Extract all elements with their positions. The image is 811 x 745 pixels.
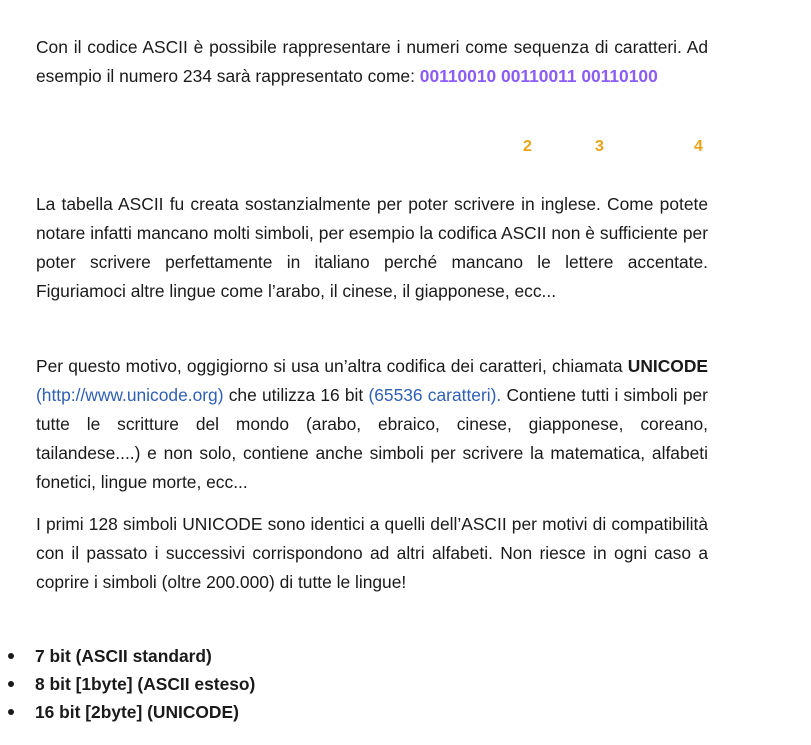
list-item-label: 8 bit [1byte] (ASCII esteso) — [35, 674, 256, 694]
digit-label: 4 — [694, 138, 703, 155]
unicode-url: (http://www.unicode.org) — [36, 385, 224, 405]
intro-line-2: caratteri. Ad esempio il numero 234 sarà rappresentato come: — [36, 37, 708, 86]
compatibility-paragraph: I primi 128 simboli UNICODE sono identici a quelli dell’ASCII per motivi di compatibilità con il passato i successivi corrispondono ad altri alfabeti. Non riesce in ogni caso a coprire i simboli (oltre 200.000) di tutte le lingue! — [36, 514, 708, 592]
digit-labels — [0, 138, 811, 162]
list-item-label: 16 bit [2byte] (UNICODE) — [35, 702, 239, 722]
bullet-dot-icon — [8, 709, 14, 715]
ascii-limits-paragraph: La tabella ASCII fu creata sostanzialmente per poter scrivere in inglese. Come potete notare infatti mancano molti simboli, per esempio la codifica ASCII non è sufficiente per poter scrivere perfettamente in italiano perché mancano le lettere accentate. Figuriamoci altre lingue come l’arabo, il cinese, il giapponese, ecc... — [36, 194, 708, 301]
digit-label: 2 — [523, 138, 532, 155]
ascii-code-rest: 00110011 00110100 — [501, 66, 658, 86]
bullet-dot-icon — [8, 681, 14, 687]
unicode-middle-text: che utilizza 16 bit — [228, 385, 364, 405]
bullet-dot-icon — [8, 653, 14, 659]
unicode-term: UNICODE — [627, 356, 708, 376]
unicode-intro-text: Per questo motivo, oggigiorno si usa un’altra codifica dei caratteri, chiamata — [36, 356, 623, 376]
intro-paragraph — [36, 33, 708, 91]
list-item — [8, 670, 255, 698]
ascii-code-first: 00110010 — [419, 66, 497, 86]
unicode-char-count: (65536 caratteri). — [368, 385, 502, 405]
list-item — [8, 642, 255, 670]
bit-list — [8, 642, 255, 726]
list-item — [8, 698, 255, 726]
intro-line-1: Con il codice ASCII è possibile rappresentare i numeri come sequenza di — [36, 37, 609, 57]
digit-label: 3 — [595, 138, 604, 155]
unicode-description: Contiene tutti i simboli per tutte le scritture del mondo (arabo, ebraico, cinese, giapponese, coreano, tailandese....) e non solo, contiene anche simboli per scrivere la matematica, alfabeti fonetici, lingue morte, ecc... — [36, 385, 708, 492]
unicode-paragraph — [36, 352, 708, 497]
list-item-label: 7 bit (ASCII standard) — [35, 646, 212, 666]
